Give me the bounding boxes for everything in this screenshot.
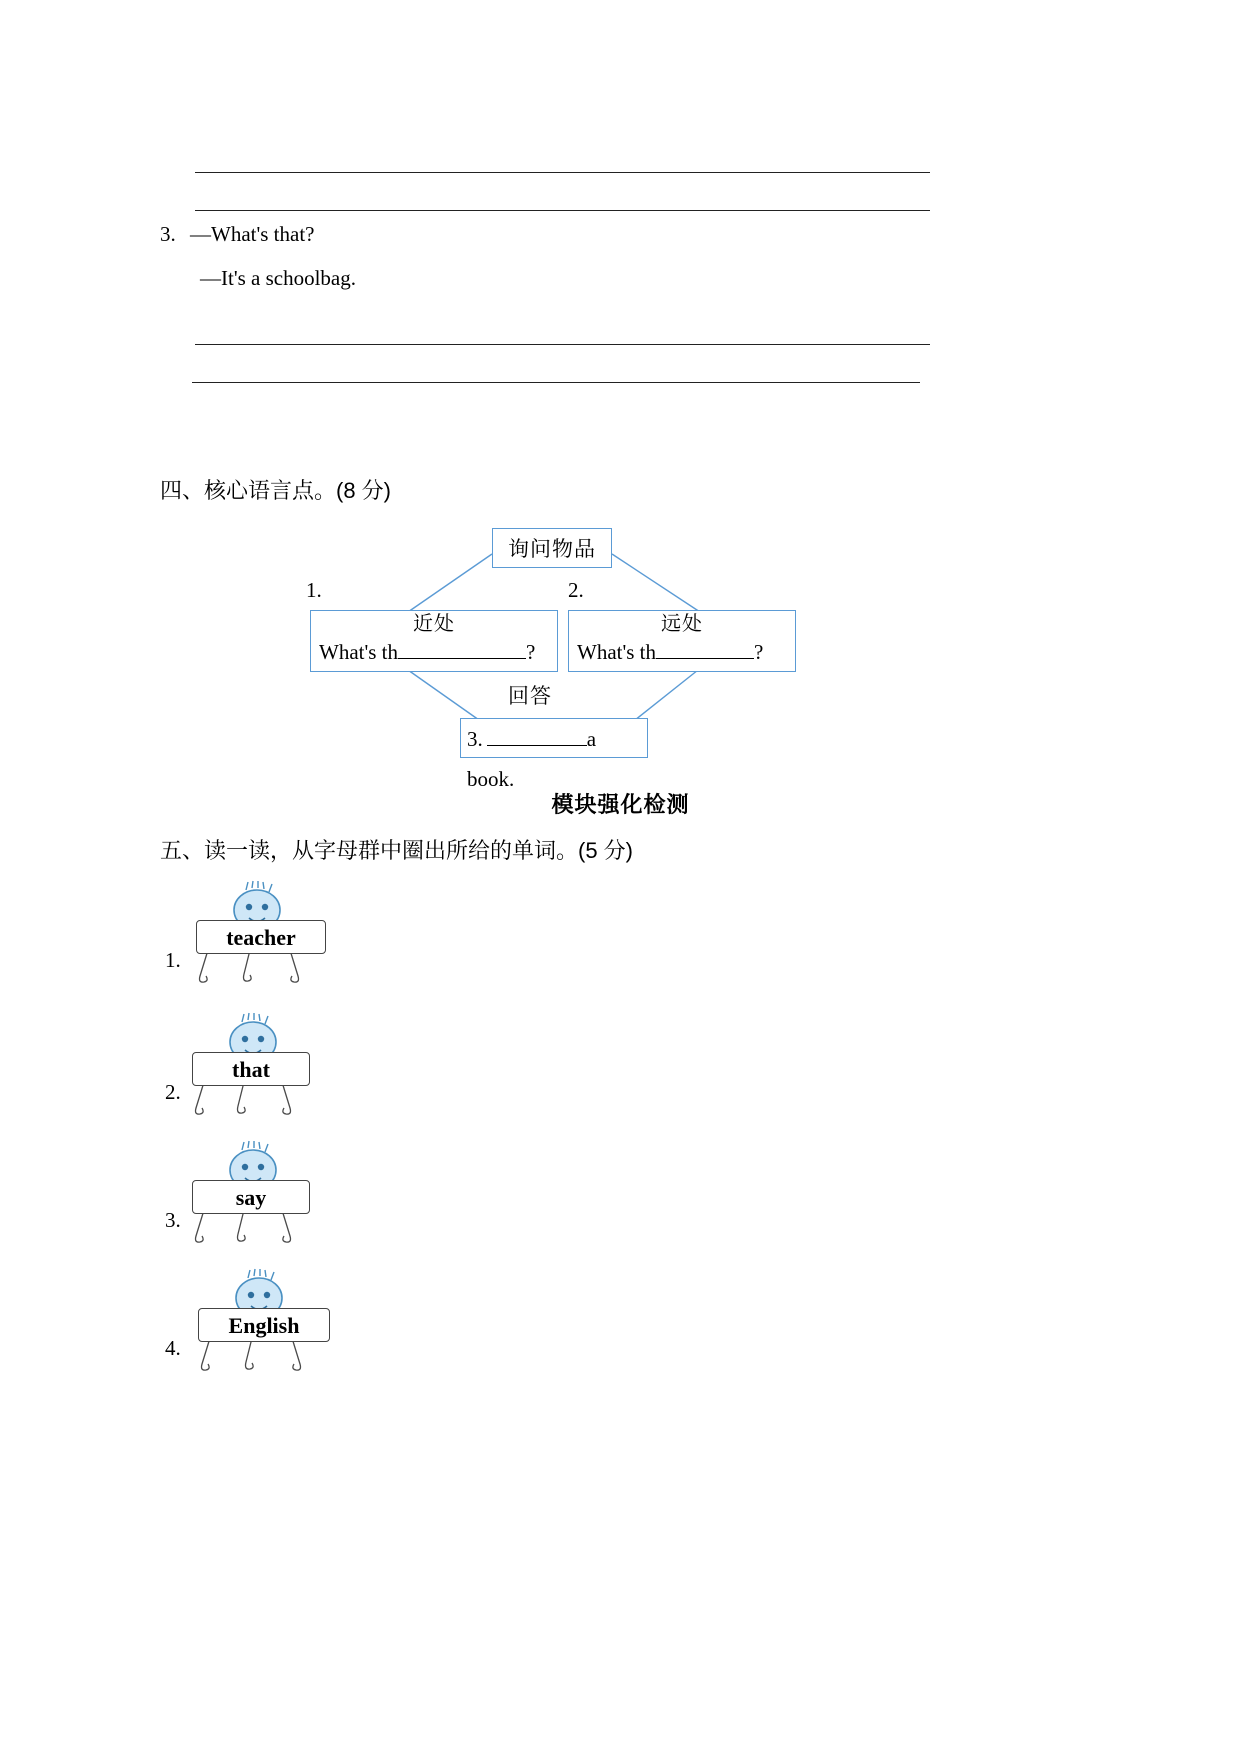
far-sentence-suffix: ? [754, 640, 764, 664]
word-card-4: English [198, 1308, 330, 1342]
diagram-answer-box [460, 718, 648, 791]
section-4-heading: 四、核心语言点。(8 分) [160, 478, 392, 503]
easel-stand-icon [186, 1210, 316, 1246]
near-sentence-suffix: ? [526, 640, 536, 664]
module-title: 模块强化检测 [551, 792, 690, 817]
diagram-item-2-number: 2. [568, 578, 584, 602]
near-sentence-prefix: What's th [319, 640, 399, 664]
diagram-box-far-sentence [569, 637, 795, 667]
diagram-answer-label: 回答 [508, 684, 552, 708]
diagram-box-near-label: 近处 [413, 613, 455, 635]
easel-stand-icon [186, 1082, 316, 1118]
word-item-1-number: 1. [165, 948, 181, 972]
diagram-box-near-sentence [311, 637, 557, 667]
exercise-3-answer: —It's a schoolbag. [200, 266, 357, 290]
answer-line-top-2 [195, 210, 930, 211]
word-card-3: say [192, 1180, 310, 1214]
word-item-1 [160, 880, 400, 990]
section-5-heading: 五、读一读，从字母群中圈出所给的单词。(5 分) [160, 838, 634, 863]
near-sentence-blank[interactable] [398, 640, 526, 659]
word-item-2 [160, 1012, 400, 1122]
answer-line-q3-2 [192, 382, 920, 383]
answer-line-q3-1 [195, 344, 930, 345]
word-card-2: that [192, 1052, 310, 1086]
diagram-box-far-label: 远处 [661, 613, 703, 635]
easel-stand-icon [190, 950, 320, 986]
word-card-1: teacher [196, 920, 326, 954]
diagram-top-box: 询问物品 [492, 528, 612, 568]
core-language-diagram [300, 520, 940, 791]
word-item-3-number: 3. [165, 1208, 181, 1232]
diagram-box-far [568, 610, 796, 672]
exercise-3-question: —What's that? [190, 222, 315, 246]
easel-stand-icon [192, 1338, 322, 1374]
exercise-3-number: 3. [160, 222, 176, 246]
word-item-4 [160, 1268, 400, 1378]
diagram-answer-number: 3. [467, 727, 483, 751]
diagram-answer-text: a book. [467, 727, 597, 791]
far-sentence-prefix: What's th [577, 640, 657, 664]
diagram-box-near [310, 610, 558, 672]
answer-line-top-1 [195, 172, 930, 173]
diagram-item-1-number: 1. [306, 578, 322, 602]
word-item-3 [160, 1140, 400, 1250]
far-sentence-blank[interactable] [656, 640, 754, 659]
word-item-2-number: 2. [165, 1080, 181, 1104]
word-item-4-number: 4. [165, 1336, 181, 1360]
diagram-answer-blank[interactable] [487, 729, 587, 746]
